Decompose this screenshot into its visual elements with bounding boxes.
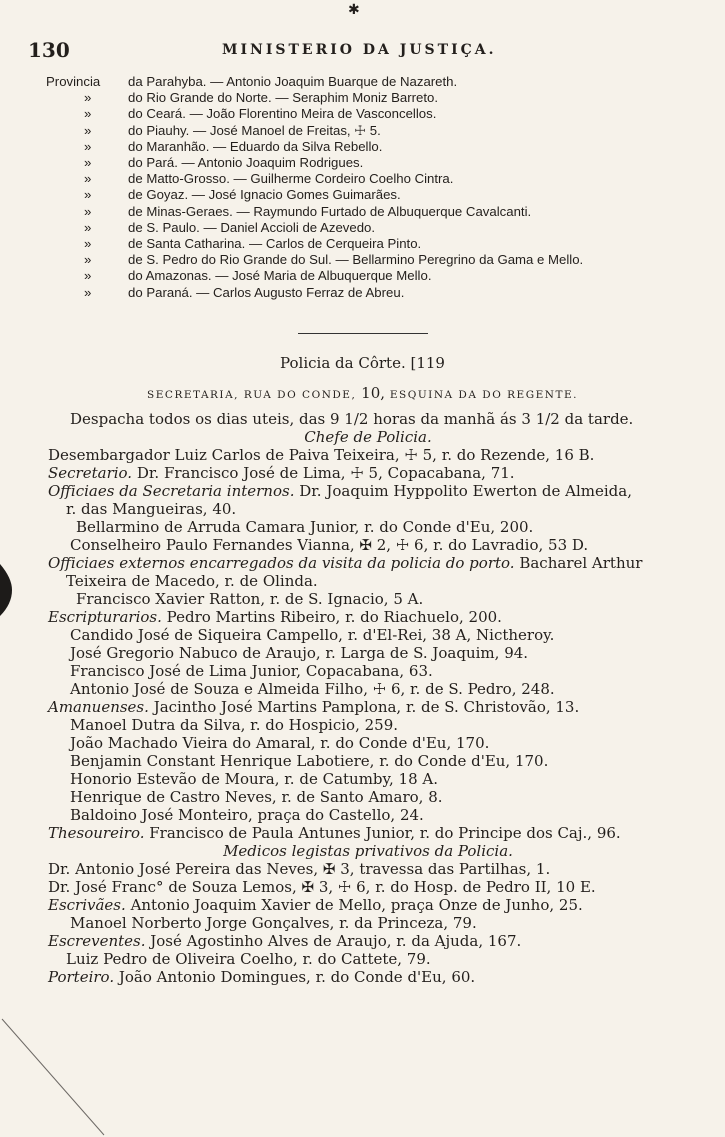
province-text: de S. Paulo. — Daniel Accioli de Azevedo.	[128, 219, 376, 235]
province-lead: »	[84, 106, 92, 122]
province-text: da Parahyba. — Antonio Joaquim Buarque de Nazareth.	[128, 74, 458, 89]
province-text: do Ceará. — João Florentino Meira de Vasconcellos.	[128, 106, 437, 122]
thesoureiro-label: Thesoureiro.	[48, 824, 145, 842]
province-row	[46, 268, 706, 284]
province-text: de Matto-Grosso. — Guilherme Cordeiro Coelho Cintra.	[128, 171, 454, 187]
antonio-souza-line: Antonio José de Souza e Almeida Filho, ☩ 6, r. de S. Pedro, 248.	[70, 680, 555, 698]
page-number: 130	[28, 38, 70, 62]
province-row	[46, 187, 706, 203]
coelho-line: Luiz Pedro de Oliveira Coelho, r. do Cattete, 79.	[66, 950, 431, 968]
province-lead: »	[84, 171, 92, 187]
chefe-line: Desembargador Luiz Carlos de Paiva Teixeira, ☩ 5, r. do Rezende, 16 B.	[48, 446, 595, 464]
section-title: Policia da Côrte. [119	[280, 354, 445, 372]
machado-line: João Machado Vieira do Amaral, r. do Conde d'Eu, 170.	[70, 734, 490, 752]
province-text: do Pará. — Antonio Joaquim Rodrigues.	[128, 155, 364, 171]
officiaes-internos-line: Dr. Joaquim Hyppolito Ewerton de Almeida,	[299, 482, 632, 500]
pencil-stroke	[0, 1015, 110, 1137]
province-lead: Provincia	[46, 74, 101, 89]
norberto-line: Manoel Norberto Jorge Gonçalves, r. da Princeza, 79.	[70, 914, 477, 932]
province-text: do Paraná. — Carlos Augusto Ferraz de Abreu.	[128, 284, 405, 300]
escrivaes-line: Antonio Joaquim Xavier de Mello, praça Onze de Junho, 25.	[130, 896, 583, 914]
province-lead: »	[84, 284, 92, 300]
province-lead: »	[84, 219, 92, 235]
province-text: do Maranhão. — Eduardo da Silva Rebello.	[128, 138, 383, 154]
address-pre: SECRETARIA, RUA DO CONDE,	[147, 389, 357, 401]
officiaes-externos-cont: Teixeira de Macedo, r. de Olinda.	[66, 572, 318, 590]
despacha-line: Despacha todos os dias uteis, das 9 1/2 horas da manhã ás 3 1/2 da tarde.	[70, 410, 634, 428]
escreventes-line: José Agostinho Alves de Araujo, r. da Ajuda, 167.	[150, 932, 522, 950]
province-text: de S. Pedro do Rio Grande do Sul. — Bellarmino Peregrino da Gama e Mello.	[128, 252, 584, 268]
province-row	[46, 171, 706, 187]
province-row	[46, 285, 706, 301]
honorio-line: Honorio Estevão de Moura, r. de Catumby, 18 A.	[70, 770, 438, 788]
province-row	[46, 220, 706, 236]
ornament: ✱	[348, 2, 360, 18]
medicos-heading: Medicos legistas privativos da Policia.	[223, 842, 513, 860]
province-lead: »	[84, 203, 92, 219]
page-edge-mark	[0, 560, 16, 620]
officiaes-externos-line: Bacharel Arthur	[519, 554, 643, 572]
province-lead: »	[84, 138, 92, 154]
province-lead: »	[84, 236, 92, 252]
province-text: de Goyaz. — José Ignacio Gomes Guimarães.	[128, 187, 401, 203]
officiaes-internos-label: Officiaes da Secretaria internos.	[48, 482, 295, 500]
secretario-line: Dr. Francisco José de Lima, ☩ 5, Copacabana, 71.	[136, 464, 515, 482]
province-text: de Minas-Geraes. — Raymundo Furtado de Albuquerque Cavalcanti.	[128, 203, 532, 219]
directory-body	[48, 410, 688, 986]
province-lead: »	[84, 268, 92, 284]
address-post: ESQUINA DA DO REGENTE.	[389, 389, 578, 401]
province-row	[46, 106, 706, 122]
officiaes-internos-cont: r. das Mangueiras, 40.	[66, 500, 237, 518]
province-row	[46, 204, 706, 220]
province-text: do Amazonas. — José Maria de Albuquerque Mello.	[128, 268, 432, 284]
running-head: MINISTERIO DA JUSTIÇA.	[222, 42, 497, 58]
francisco-junior-line: Francisco José de Lima Junior, Copacabana, 63.	[70, 662, 433, 680]
secretario-label: Secretario.	[48, 464, 133, 482]
address-number: 10,	[361, 384, 386, 402]
porteiro-line: João Antonio Domingues, r. do Conde d'Eu, 60.	[118, 968, 476, 986]
province-text: de Santa Catharina. — Carlos de Cerqueira Pinto.	[128, 236, 422, 252]
ratton-line: Francisco Xavier Ratton, r. de S. Ignacio, 5 A.	[76, 590, 424, 608]
province-row	[46, 139, 706, 155]
province-row	[46, 236, 706, 252]
baldoino-line: Baldoino José Monteiro, praça do Castello, 24.	[70, 806, 424, 824]
candido-line: Candido José de Siqueira Campello, r. d'El-Rei, 38 A, Nictheroy.	[70, 626, 555, 644]
porteiro-label: Porteiro.	[48, 968, 115, 986]
province-text: do Rio Grande do Norte. — Seraphim Moniz Barreto.	[128, 90, 439, 106]
province-lead: »	[84, 155, 92, 171]
benjamin-line: Benjamin Constant Henrique Labotiere, r. do Conde d'Eu, 170.	[70, 752, 549, 770]
amanuenses-line: Jacintho José Martins Pamplona, r. de S. Christovão, 13.	[153, 698, 580, 716]
paulo-line: Conselheiro Paulo Fernandes Vianna, ✠ 2, ☩ 6, r. do Lavradio, 53 D.	[70, 536, 589, 554]
gregorio-line: José Gregorio Nabuco de Araujo, r. Larga de S. Joaquim, 94.	[70, 644, 529, 662]
escripturarios-line: Pedro Martins Ribeiro, r. do Riachuelo, 200.	[166, 608, 502, 626]
bellarmino-line: Bellarmino de Arruda Camara Junior, r. do Conde d'Eu, 200.	[76, 518, 534, 536]
medico-line-1: Dr. Antonio José Pereira das Neves, ✠ 3, travessa das Partilhas, 1.	[48, 860, 551, 878]
dutra-line: Manoel Dutra da Silva, r. do Hospicio, 259.	[70, 716, 399, 734]
escripturarios-label: Escripturarios.	[48, 608, 162, 626]
henrique-line: Henrique de Castro Neves, r. de Santo Amaro, 8.	[70, 788, 443, 806]
officiaes-externos-label: Officiaes externos encarregados da visita da policia do porto.	[48, 554, 515, 572]
province-lead: »	[84, 90, 92, 106]
amanuenses-label: Amanuenses.	[48, 698, 149, 716]
province-list	[46, 74, 706, 301]
province-row	[46, 74, 706, 90]
province-lead: »	[84, 187, 92, 203]
section-address	[0, 384, 725, 402]
province-lead: »	[84, 122, 92, 138]
section-divider	[298, 333, 428, 334]
province-lead: »	[84, 252, 92, 268]
province-row	[46, 155, 706, 171]
thesoureiro-line: Francisco de Paula Antunes Junior, r. do Principe dos Caj., 96.	[149, 824, 621, 842]
escreventes-label: Escreventes.	[48, 932, 146, 950]
chefe-heading: Chefe de Policia.	[304, 428, 432, 446]
province-text: do Piauhy. — José Manoel de Freitas, ☩ 5.	[128, 122, 381, 138]
province-row	[46, 123, 706, 139]
medico-line-2: Dr. José Franc° de Souza Lemos, ✠ 3, ☩ 6, r. do Hosp. de Pedro II, 10 E.	[48, 878, 596, 896]
province-row	[46, 252, 706, 268]
province-row	[46, 90, 706, 106]
escrivaes-label: Escrivães.	[48, 896, 126, 914]
